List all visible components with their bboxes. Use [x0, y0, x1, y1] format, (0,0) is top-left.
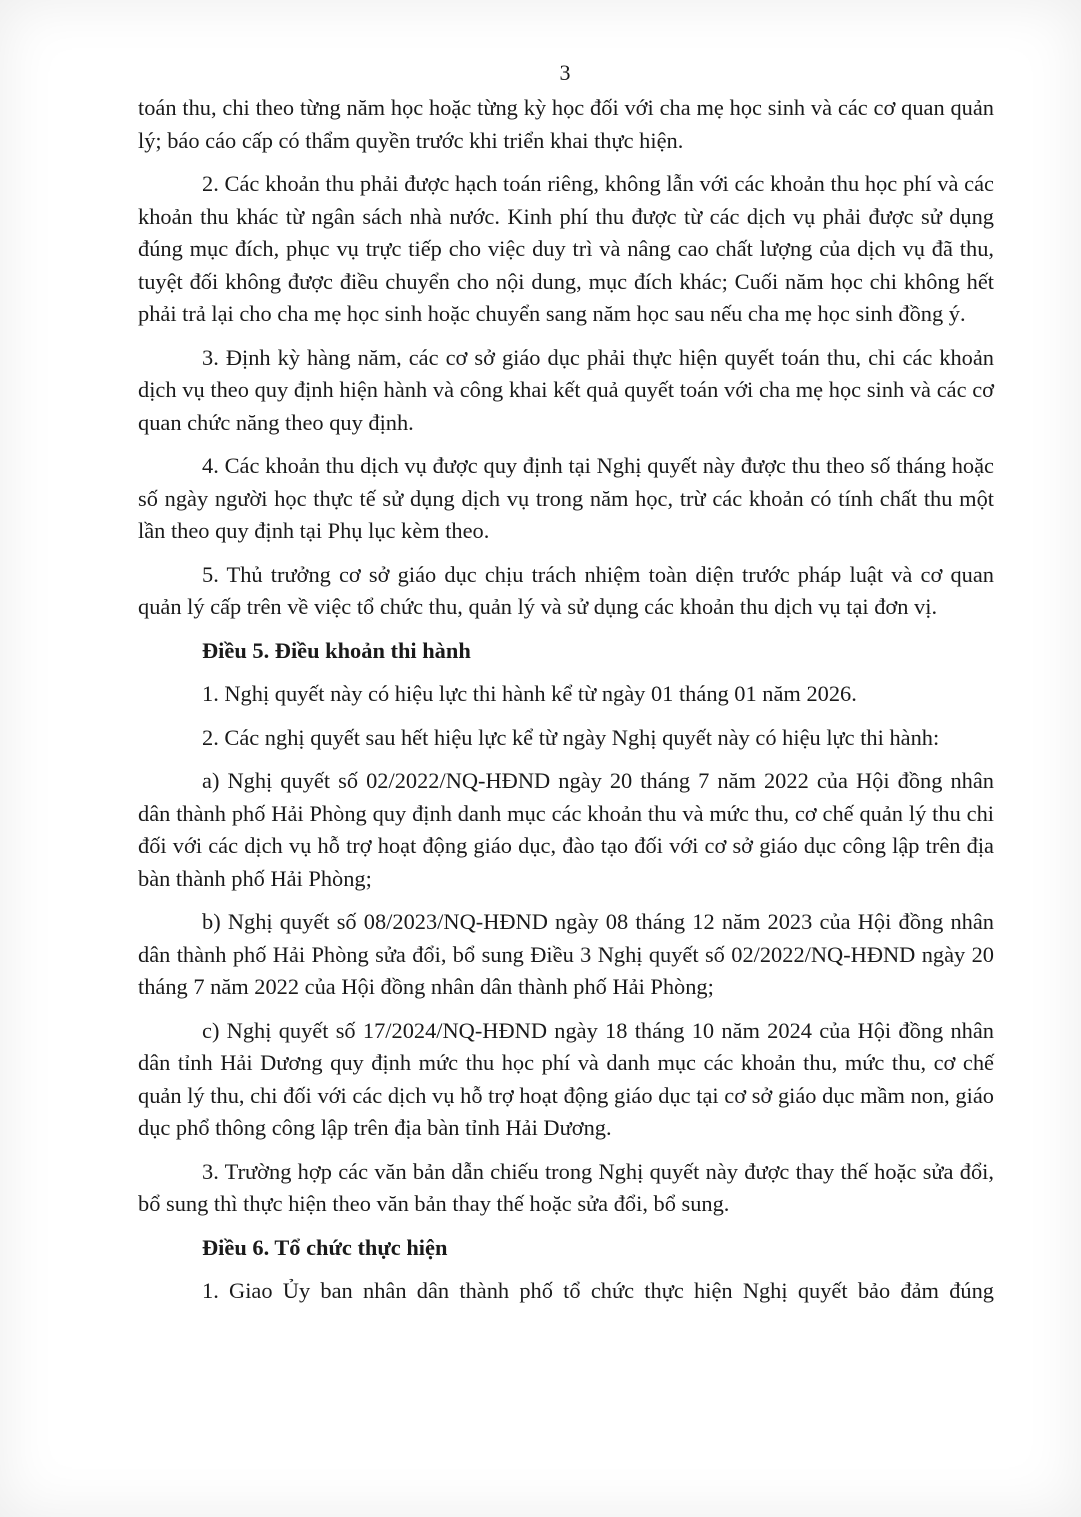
article-5-clause-3: 3. Trường hợp các văn bản dẫn chiếu trong Nghị quyết này được thay thế hoặc sửa đổi, bổ sung thì thực hiện theo văn bản thay thế hoặc sửa đổi, bổ sung.: [138, 1158, 994, 1216]
paragraph-clause-3: 3. Định kỳ hàng năm, các cơ sở giáo dục phải thực hiện quyết toán thu, chi các khoản dịch vụ theo quy định hiện hành và công khai kết quả quyết toán với cha mẹ học sinh và các cơ quan chức năng theo quy định.: [138, 344, 994, 435]
article-5-clause-2: 2. Các nghị quyết sau hết hiệu lực kể từ ngày Nghị quyết này có hiệu lực thi hành:: [202, 724, 940, 750]
paragraph-clause-2: 2. Các khoản thu phải được hạch toán riêng, không lẫn với các khoản thu học phí và các khoản thu khác từ ngân sách nhà nước. Kinh phí thu được từ các dịch vụ phải được sử dụng đúng mục đích, phục vụ trực tiếp cho việc duy trì và nâng cao chất lượng của dịch vụ đã thu, tuyệt đối không được điều chuyển cho nội dung, mục đích khác; Cuối năm học chi không hết phải trả lại cho cha mẹ học sinh hoặc chuyển sang năm học sau nếu cha mẹ học sinh đồng ý.: [138, 171, 994, 326]
article-6-heading: Điều 6. Tổ chức thực hiện: [202, 1234, 448, 1260]
article-5-item-b: b) Nghị quyết số 08/2023/NQ-HĐND ngày 08 tháng 12 năm 2023 của Hội đồng nhân dân thành phố Hải Phòng sửa đổi, bổ sung Điều 3 Nghị quyết số 02/2022/NQ-HĐND ngày 20 tháng 7 năm 2022 của Hội đồng nhân dân thành phố Hải Phòng;: [138, 909, 994, 999]
paragraph-clause-4: 4. Các khoản thu dịch vụ được quy định tại Nghị quyết này được thu theo số tháng hoặc số ngày người học thực tế sử dụng dịch vụ trong năm học, trừ các khoản có tính chất thu một lần theo quy định tại Phụ lục kèm theo.: [138, 453, 994, 543]
paragraph-clause-5: 5. Thủ trưởng cơ sở giáo dục chịu trách nhiệm toàn diện trước pháp luật và cơ quan quản lý cấp trên về việc tổ chức thu, quản lý và sử dụng các khoản thu dịch vụ tại đơn vị.: [138, 561, 994, 619]
article-5-item-c: c) Nghị quyết số 17/2024/NQ-HĐND ngày 18 tháng 10 năm 2024 của Hội đồng nhân dân tỉnh Hải Dương quy định mức thu học phí và danh mục các khoản thu, mức thu, cơ chế quản lý thu, chi đối với các dịch vụ hỗ trợ hoạt động giáo dục tại cơ sở giáo dục mầm non, giáo dục phổ thông công lập trên địa bàn tỉnh Hải Dương.: [138, 1017, 994, 1140]
document-body: [138, 92, 994, 1319]
article-5-heading: Điều 5. Điều khoản thi hành: [202, 637, 471, 663]
article-5-clause-1: 1. Nghị quyết này có hiệu lực thi hành kể từ ngày 01 tháng 01 năm 2026.: [202, 681, 857, 706]
article-5-item-a: a) Nghị quyết số 02/2022/NQ-HĐND ngày 20 tháng 7 năm 2022 của Hội đồng nhân dân thành phố Hải Phòng quy định danh mục các khoản thu và mức thu, cơ chế quản lý thu chi đối với các dịch vụ hỗ trợ hoạt động giáo dục, đào tạo đối với cơ sở giáo dục công lập trên địa bàn thành phố Hải Phòng;: [138, 768, 994, 891]
page-number: 3: [559, 60, 571, 85]
article-6-clause-1: 1. Giao Ủy ban nhân dân thành phố tổ chức thực hiện Nghị quyết bảo đảm đúng: [202, 1278, 994, 1303]
paragraph-continuation: toán thu, chi theo từng năm học hoặc từng kỳ học đối với cha mẹ học sinh và các cơ quan quản lý; báo cáo cấp có thẩm quyền trước khi triển khai thực hiện.: [138, 95, 994, 153]
